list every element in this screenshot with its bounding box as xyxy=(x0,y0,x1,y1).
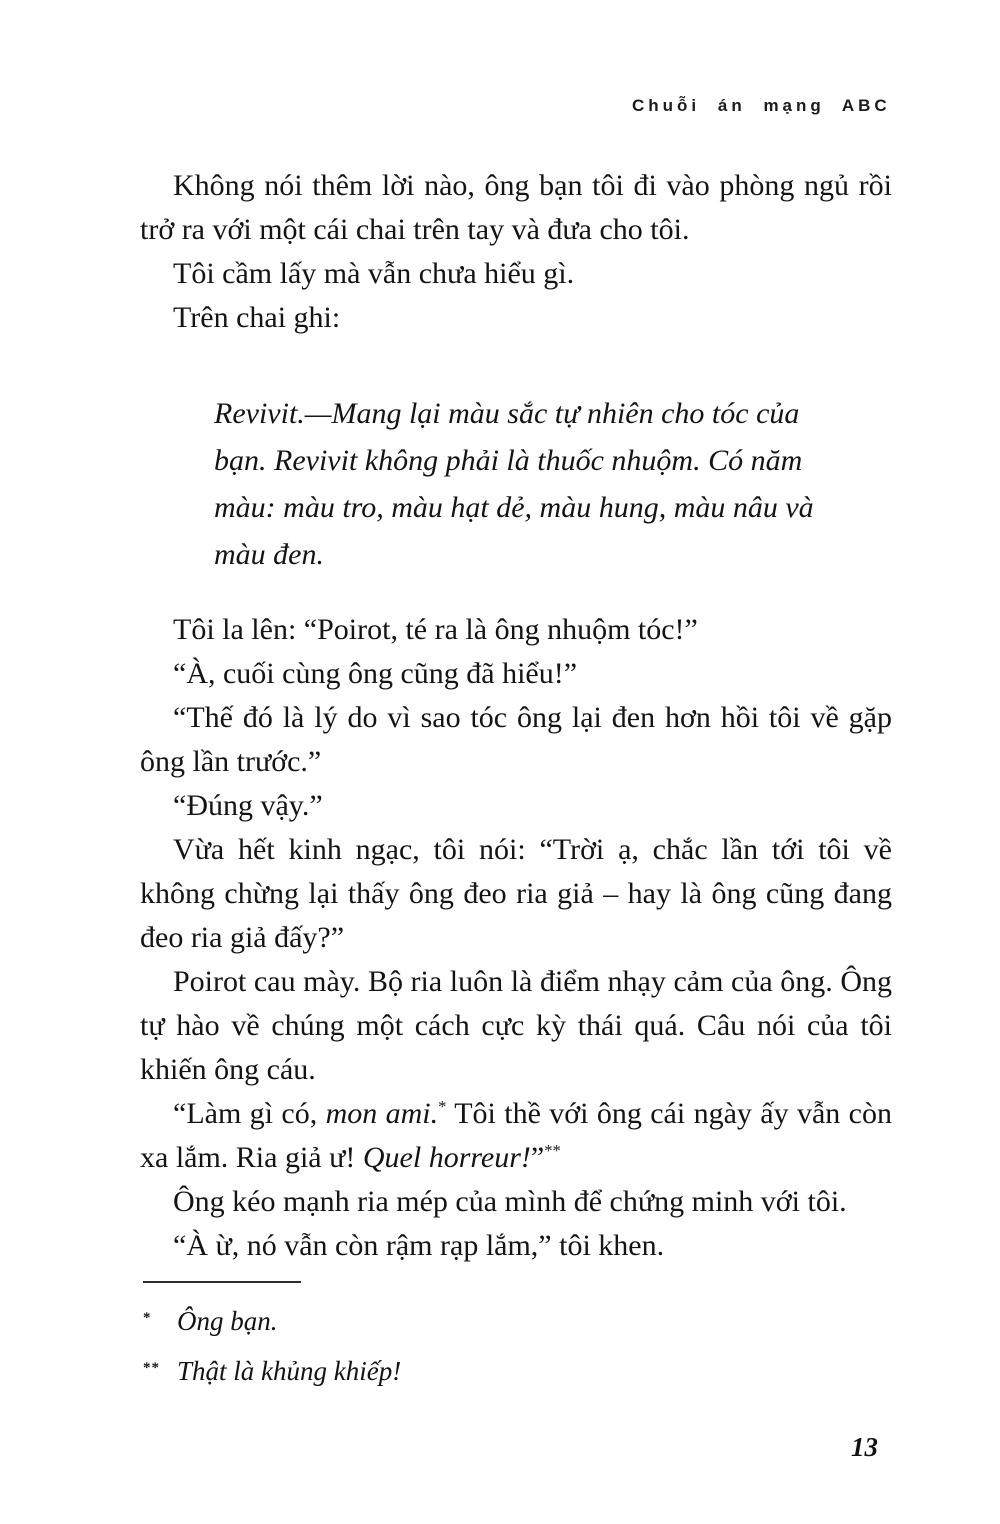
footnote-text: Ông bạn. xyxy=(177,1306,278,1336)
text-segment: “À ừ, nó vẫn còn rậm rạp lắm,” tôi khen. xyxy=(173,1229,665,1262)
text-segment: “À, cuối cùng ông cũng đã hiểu!” xyxy=(173,657,578,690)
text-segment: ” xyxy=(530,1141,545,1174)
footnote-text: Thật là khủng khiếp! xyxy=(177,1356,402,1386)
text-segment: Revivit.—Mang lại màu sắc tự nhiên cho tóc của bạn. Revivit không phải là thuốc nhuộm. Có năm màu: màu tro, màu hạt dẻ, màu hung, màu nâu và màu đen. xyxy=(214,397,814,571)
paragraph xyxy=(140,652,892,696)
text-segment: “Thế đó là lý do vì sao tóc ông lại đen hơn hồi tôi về gặp ông lần trước.” xyxy=(140,701,892,778)
block-quote xyxy=(214,390,852,578)
paragraph xyxy=(140,960,892,1092)
text-segment: Tôi thề với ông cái ngày ấy vẫn còn xa lắm. Ria giả ư! xyxy=(140,1097,892,1174)
paragraph xyxy=(140,828,892,960)
text-segment: Poirot cau mày. Bộ ria luôn là điểm nhạy cảm của ông. Ông tự hào về chúng một cách cực kỳ thái quá. Câu nói của tôi khiến ông cáu. xyxy=(140,965,892,1086)
footnote-item xyxy=(143,1349,883,1399)
text-segment: Trên chai ghi: xyxy=(173,301,341,334)
text-segment: “Làm gì có, xyxy=(173,1097,326,1130)
text-segment: Tôi la lên: “Poirot, té ra là ông nhuộm tóc!” xyxy=(173,613,698,646)
body-paragraphs xyxy=(140,164,892,1268)
paragraph xyxy=(140,296,892,340)
page-number: 13 xyxy=(851,1432,878,1462)
text-segment: mon ami. xyxy=(325,1097,439,1130)
text-segment: Quel horreur! xyxy=(362,1141,531,1174)
paragraph xyxy=(140,608,892,652)
footnote-marker-ref: * xyxy=(438,1097,447,1116)
paragraph xyxy=(140,1180,892,1224)
paragraph xyxy=(140,164,892,252)
footnote-marker-ref: ** xyxy=(544,1141,561,1160)
footnote-list xyxy=(143,1299,883,1399)
footnote-marker: ** xyxy=(143,1360,160,1376)
text-segment: “Đúng vậy.” xyxy=(173,789,323,822)
text-segment: Không nói thêm lời nào, ông bạn tôi đi vào phòng ngủ rồi trở ra với một cái chai trên tay và đưa cho tôi. xyxy=(140,169,892,246)
footnotes xyxy=(143,1281,883,1399)
paragraph xyxy=(140,1224,892,1268)
running-header: Chuỗi án mạng ABC xyxy=(632,96,891,115)
footnote-item xyxy=(143,1299,883,1349)
text-segment: Tôi cầm lấy mà vẫn chưa hiểu gì. xyxy=(173,257,575,290)
text-segment: Ông kéo mạnh ria mép của mình để chứng minh với tôi. xyxy=(173,1185,847,1218)
paragraph xyxy=(140,696,892,784)
paragraph xyxy=(140,252,892,296)
paragraph xyxy=(140,1092,892,1180)
text-segment: Vừa hết kinh ngạc, tôi nói: “Trời ạ, chắc lần tới tôi về không chừng lại thấy ông đeo ria giả – hay là ông cũng đang đeo ria giả đấy?” xyxy=(140,833,892,954)
paragraph xyxy=(140,784,892,828)
footnote-marker: * xyxy=(143,1310,152,1326)
footnote-divider xyxy=(143,1281,301,1283)
